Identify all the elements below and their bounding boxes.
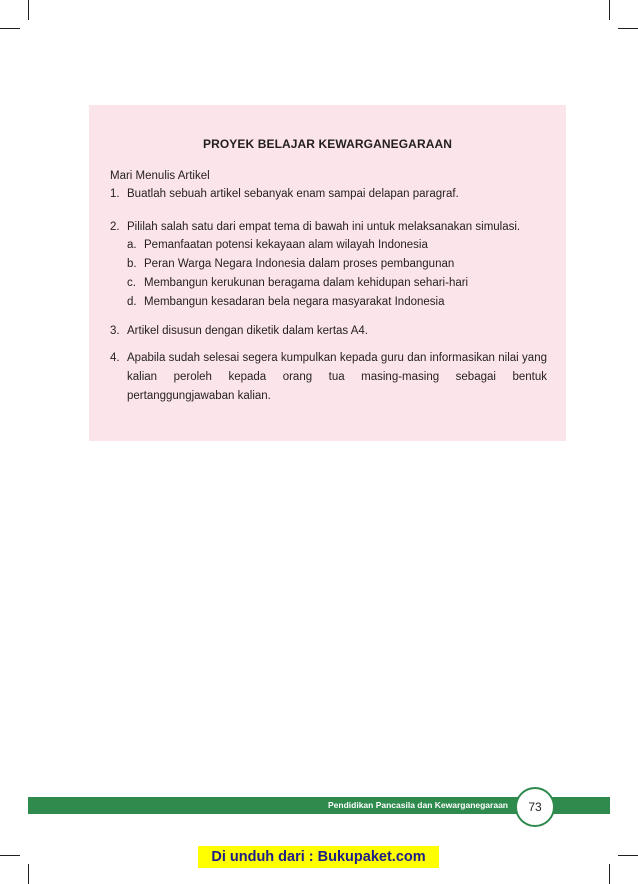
item-text: Artikel disusun dengan diketik dalam kertas A4.	[127, 325, 368, 337]
crop-mark	[618, 28, 638, 29]
crop-mark	[609, 0, 610, 20]
item-text: Apabila sudah selesai segera kumpulkan kepada guru dan informasikan nilai yang kalian peroleh kepada orang tua masing-masing sebagai bentuk pertanggungjawaban kalian.	[127, 352, 547, 402]
sub-item-text: Membangun kesadaran bela negara masyarakat Indonesia	[144, 296, 445, 308]
sub-item-text: Peran Warga Negara Indonesia dalam proses pembangunan	[144, 258, 455, 270]
sub-item-letter: c.	[127, 277, 136, 289]
sub-item	[127, 296, 444, 308]
sub-item-letter: a.	[127, 239, 137, 251]
list-item	[110, 185, 550, 204]
sub-item	[127, 258, 454, 270]
item-text: Buatlah sebuah artikel sebanyak enam sampai delapan paragraf.	[127, 188, 459, 200]
box-title: PROYEK BELAJAR KEWARGANEGARAAN	[202, 137, 453, 151]
intro-text: Mari Menulis Artikel	[110, 170, 210, 182]
sub-item	[127, 277, 468, 289]
sub-item-text: Membangun kerukunan beragama dalam kehidupan sehari-hari	[144, 277, 469, 289]
sub-item-letter: d.	[127, 296, 137, 308]
crop-mark	[618, 855, 638, 856]
crop-mark	[609, 864, 610, 884]
crop-mark	[28, 864, 29, 884]
project-box	[89, 105, 566, 441]
sub-item-text: Pemanfaatan potensi kekayaan alam wilayah Indonesia	[144, 239, 428, 251]
item-number: 4.	[110, 352, 120, 364]
crop-mark	[0, 28, 20, 29]
crop-mark	[0, 855, 20, 856]
list-item	[110, 349, 547, 406]
list-item	[110, 218, 550, 237]
watermark-banner: Di unduh dari : Bukupaket.com	[198, 846, 439, 868]
item-number: 1.	[110, 188, 120, 200]
book-title: Pendidikan Pancasila dan Kewarganegaraan	[328, 800, 508, 810]
sub-item-letter: b.	[127, 258, 137, 270]
item-number: 2.	[110, 221, 120, 233]
list-item	[110, 322, 550, 341]
sub-item	[127, 239, 428, 251]
page-number: 73	[515, 787, 555, 827]
crop-mark	[28, 0, 29, 20]
item-number: 3.	[110, 325, 120, 337]
item-text: Pililah salah satu dari empat tema di bawah ini untuk melaksanakan simulasi.	[127, 221, 521, 233]
